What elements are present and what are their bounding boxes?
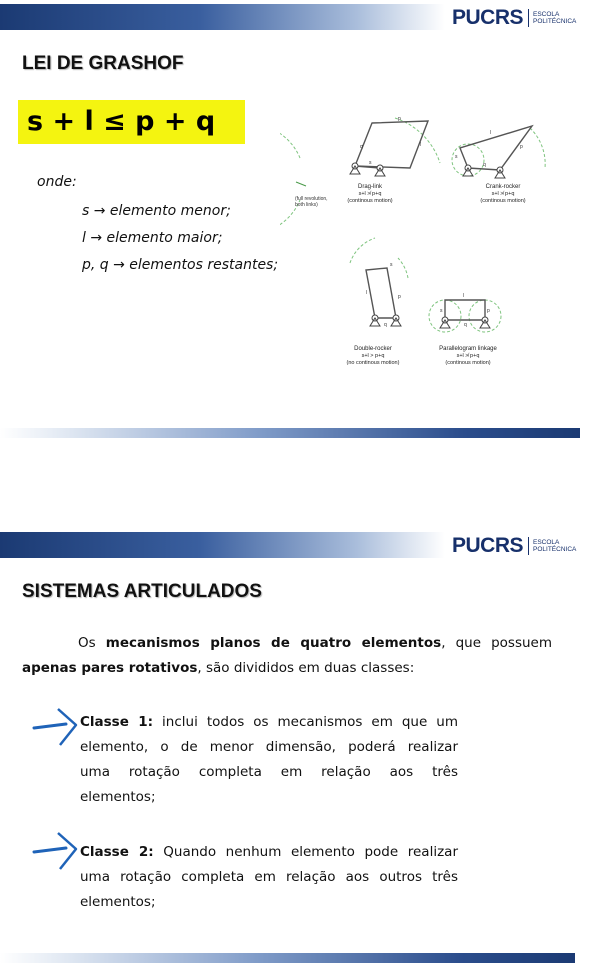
where-label: onde: bbox=[37, 174, 77, 190]
drag-link-name: Drag-link bbox=[357, 184, 383, 190]
class-2-line-1 bbox=[80, 841, 458, 864]
intro-line-2 bbox=[22, 657, 552, 680]
full-rev-label-1: (full revolution, bbox=[295, 196, 328, 202]
page-title: LEI DE GRASHOF bbox=[22, 53, 184, 74]
drag-link-s: s bbox=[369, 160, 372, 166]
crank-rocker-l: l bbox=[490, 130, 492, 136]
logo-sub-line1: ESCOLA bbox=[533, 10, 560, 18]
crank-rocker-condition: s+l ≯ p+q bbox=[491, 191, 515, 197]
intro-bold-2: apenas pares rotativos bbox=[22, 660, 198, 676]
crank-rocker-q: q bbox=[483, 162, 486, 168]
logo-wordmark: PUCRS bbox=[452, 6, 524, 29]
class-2-line-3: elementos; bbox=[80, 894, 156, 910]
crank-rocker-p: p bbox=[520, 144, 523, 150]
logo-wordmark: PUCRS bbox=[452, 534, 524, 557]
class-1-line-2: elemento, o de menor dimensão, poderá realizar bbox=[80, 739, 458, 755]
linkage-diagram bbox=[280, 108, 580, 383]
drag-link-condition: s+l ≯ p+q bbox=[358, 191, 382, 197]
header-bar bbox=[0, 0, 595, 40]
class-2-line-2: uma rotação completa em relação aos outros três bbox=[80, 869, 458, 885]
arrow-icon bbox=[30, 829, 82, 873]
drag-link-p: p bbox=[398, 116, 401, 122]
pucrs-logo bbox=[452, 5, 576, 31]
parallelogram-q: q bbox=[464, 322, 467, 328]
double-rocker-condition: s+l > p+q bbox=[361, 353, 385, 359]
parallelogram-condition: s+l ≯ p+q bbox=[456, 353, 480, 359]
intro-line-1 bbox=[22, 632, 552, 655]
double-rocker-s: s bbox=[390, 262, 393, 268]
double-rocker-diagram bbox=[347, 238, 408, 366]
logo-divider bbox=[528, 9, 529, 27]
intro-text-1: , que possuem bbox=[441, 635, 552, 651]
crank-rocker-diagram bbox=[452, 126, 545, 204]
class-1-line-1 bbox=[80, 711, 458, 734]
drag-link-q: q bbox=[360, 144, 363, 150]
arrow-icon bbox=[30, 705, 82, 749]
definition-l: l → elemento maior; bbox=[82, 230, 223, 246]
logo-sub-line1: ESCOLA bbox=[533, 538, 560, 546]
parallelogram-name: Parallelogram linkage bbox=[439, 346, 497, 352]
header-gradient bbox=[0, 4, 445, 30]
slide-lei-de-grashof bbox=[0, 0, 595, 480]
double-rocker-motion: (no continous motion) bbox=[346, 360, 400, 366]
drag-link-diagram bbox=[280, 116, 440, 234]
page-title: SISTEMAS ARTICULADOS bbox=[22, 581, 262, 602]
class-2-label: Classe 2: bbox=[80, 844, 154, 860]
crank-rocker-name: Crank-rocker bbox=[485, 184, 521, 190]
logo-sub-line2: POLITÉCNICA bbox=[533, 546, 577, 553]
footer-bar bbox=[0, 428, 580, 438]
drag-link-l: l bbox=[420, 142, 422, 148]
logo-subtitle bbox=[533, 11, 576, 26]
parallelogram-motion: (continous motion) bbox=[445, 360, 491, 366]
parallelogram-diagram bbox=[429, 293, 501, 366]
double-rocker-name: Double-rocker bbox=[354, 346, 392, 352]
definition-s: s → elemento menor; bbox=[82, 203, 231, 219]
logo-divider bbox=[528, 537, 529, 555]
intro-text-0: Os bbox=[78, 635, 106, 651]
class-1-label: Classe 1: bbox=[80, 714, 154, 730]
pucrs-logo bbox=[452, 533, 576, 559]
crank-rocker-s: s bbox=[455, 154, 458, 160]
crank-rocker-motion: (continous motion) bbox=[480, 198, 526, 204]
full-rev-label-2: both links) bbox=[295, 202, 318, 208]
class-1-first-line: inclui todos os mecanismos em que um bbox=[153, 714, 458, 730]
class-1-line-3: uma rotação completa em relação aos três bbox=[80, 764, 458, 780]
intro-bold-1: mecanismos planos de quatro elementos bbox=[105, 635, 442, 651]
header-bar bbox=[0, 528, 595, 568]
double-rocker-p: p bbox=[398, 294, 401, 300]
parallelogram-l: l bbox=[463, 293, 465, 299]
double-rocker-q: q bbox=[384, 322, 387, 328]
slide-sistemas-articulados bbox=[0, 528, 595, 963]
class-2-first-line: Quando nenhum elemento pode realizar bbox=[153, 844, 458, 860]
logo-subtitle bbox=[533, 539, 576, 554]
definition-pq: p, q → elementos restantes; bbox=[82, 257, 279, 273]
header-gradient bbox=[0, 532, 445, 558]
double-rocker-l: l bbox=[366, 290, 368, 296]
class-1-line-4: elementos; bbox=[80, 789, 156, 805]
footer-bar bbox=[0, 953, 575, 963]
logo-sub-line2: POLITÉCNICA bbox=[533, 18, 577, 25]
parallelogram-p: p bbox=[487, 308, 490, 314]
intro-text-2: , são divididos em duas classes: bbox=[197, 660, 415, 676]
drag-link-motion: (continous motion) bbox=[347, 198, 393, 204]
grashof-formula: s + l ≤ p + q bbox=[18, 100, 245, 144]
parallelogram-s: s bbox=[440, 308, 443, 314]
